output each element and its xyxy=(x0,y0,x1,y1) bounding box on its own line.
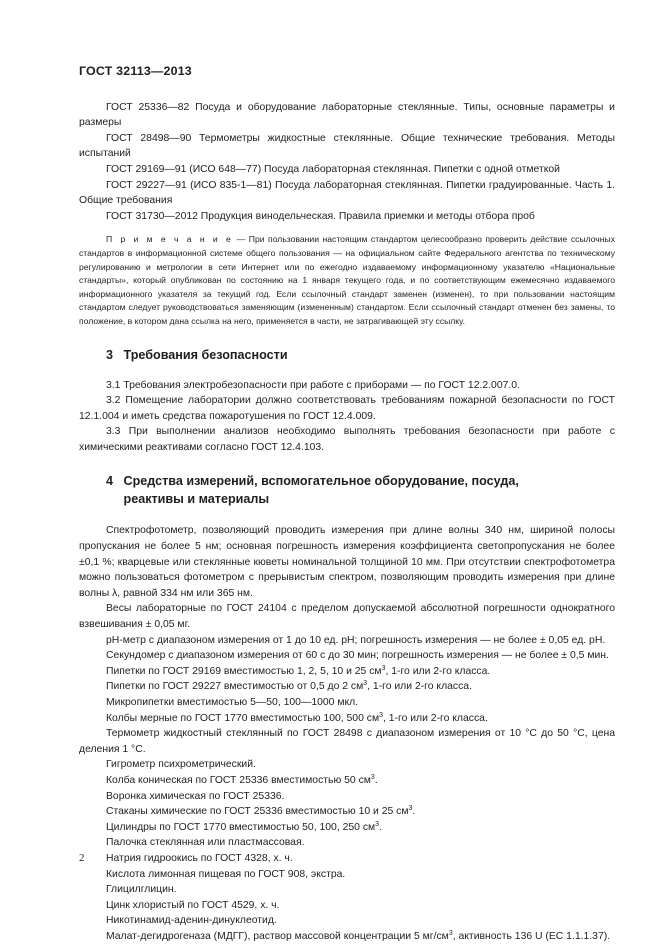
equipment-item: Пипетки по ГОСТ 29169 вместимостью 1, 2, 5, 10 и 25 $см^3$, 1-го или 2-го класса. xyxy=(106,664,491,677)
equipment-item: Цинк хлористый по ГОСТ 4529, х. ч. xyxy=(106,899,280,911)
equipment-item: Спектрофотометр, позволяющий проводить измерения при длине волны 340 нм, шириной полосы пропускания не более 5 нм; основная погрешность измерения коэффициента светопропускания не более ±0,1 %; кварцевые или стеклянные кюветы номинальной толщиной 10 мм. При отсутствии спектрофотометра можно пользоваться фотометром с прерывистым спектром, позволяющим проводить измерения при длине волны λ, равной 334 нм или 365 нм. xyxy=(79,525,615,599)
equipment-item: Термометр жидкостный стеклянный по ГОСТ 28498 с диапазоном измерения от 10 °С до 50 °С, цена деления 1 °С. xyxy=(79,728,615,755)
reference-item: ГОСТ 29169—91 (ИСО 648—77) Посуда лабораторная стеклянная. Пипетки с одной отметкой xyxy=(106,163,560,175)
reference-item: ГОСТ 29227—91 (ИСО 835-1—81) Посуда лабораторная стеклянная. Пипетки градуированные. Часть 1. Общие требования xyxy=(79,179,615,207)
references-note xyxy=(79,233,615,328)
normative-references xyxy=(79,100,615,225)
section-3-heading xyxy=(79,346,615,364)
section-title: Требования безопасности xyxy=(123,347,288,362)
equipment-item: рН-метр с диапазоном измерения от 1 до 10 ед. рН; погрешность измерения — не более ± 0,05 ед. рН. xyxy=(106,634,606,646)
page-number: 2 xyxy=(79,852,85,864)
equipment-item: Колба коническая по ГОСТ 25336 вместимостью 50 $см^3$. xyxy=(106,773,378,786)
equipment-item: Никотинамид-аденин-динуклеотид. xyxy=(106,915,277,927)
section-title: Средства измерений, вспомогательное оборудование, посуда, реактивы и материалы xyxy=(123,474,519,507)
equipment-item: Секундомер с диапазоном измерения от 60 с до 30 мин; погрешность измерения — не более ± 0,5 мин. xyxy=(106,650,609,662)
note-text: — При пользовании настоящим стандартом целесообразно проверить действие ссылочных стандартов в информационной системе общего пользования — на официальном сайте Федерального агентства по техническому регулированию и метрологии в сети Интернет или по ежегодно издаваемому информационному указателю «Национальные стандарты», который опубликован по состоянию на 1 января текущего года, и по соответствующим ежемесячно издаваемого информационного указателя за текущий год. Если ссылочный стандарт заменен (изменен), то при пользовании настоящим стандартом следует руководствоваться заменяющим (измененным) стандартом. Если ссылочный стандарт отменен без замены, то положение, в котором дана ссылка на него, применяется в части, не затрагивающей эту ссылку. xyxy=(79,234,616,326)
equipment-item: Натрия гидроокись по ГОСТ 4328, х. ч. xyxy=(106,852,293,864)
reference-item: ГОСТ 25336—82 Посуда и оборудование лабораторные стеклянные. Типы, основные параметры и размеры xyxy=(79,101,615,129)
reference-item: ГОСТ 28498—90 Термометры жидкостные стеклянные. Общие технические требования. Методы испытаний xyxy=(79,132,615,160)
equipment-item: Палочка стеклянная или пластмассовая. xyxy=(106,837,305,849)
section-4-heading xyxy=(79,472,615,508)
equipment-list xyxy=(79,523,615,944)
equipment-item: Воронка химическая по ГОСТ 25336. xyxy=(106,790,285,802)
equipment-item: Кислота лимонная пищевая по ГОСТ 908, экстра. xyxy=(106,868,346,880)
section-3-body xyxy=(79,378,615,456)
equipment-item: Микропипетки вместимостью 5—50, 100—1000 мкл. xyxy=(106,697,359,708)
section-paragraph: 3.3 При выполнении анализов необходимо выполнять требования безопасности при работе с химическими реактивами согласно ГОСТ 12.4.103. xyxy=(79,426,615,453)
reference-item: ГОСТ 31730—2012 Продукция винодельческая. Правила приемки и методы отбора проб xyxy=(106,210,535,222)
note-label: П р и м е ч а н и е xyxy=(106,234,234,245)
equipment-item: Малат-дегидрогеназа (МДГГ), раствор массовой концентрации 5 $мг/см^3$, активность 136 U (ЕС 1.1.1.37). xyxy=(106,929,611,942)
section-number: 3 xyxy=(106,347,114,362)
section-paragraph: 3.1 Требования электробезопасности при работе с приборами — по ГОСТ 12.2.007.0. xyxy=(106,379,520,391)
equipment-item: Глицилглицин. xyxy=(106,884,177,896)
equipment-item: Цилиндры по ГОСТ 1770 вместимостью 50, 100, 250 $см^3$. xyxy=(106,820,382,833)
document-code: ГОСТ 32113—2013 xyxy=(79,64,192,78)
section-paragraph: 3.2 Помещение лаборатории должно соответствовать требованиям пожарной безопасности по ГОСТ 12.1.004 и иметь средства пожаротушения по ГОСТ 12.4.009. xyxy=(79,395,615,422)
equipment-item: Пипетки по ГОСТ 29227 вместимостью от 0,5 до 2 $см^3$, 1-го или 2-го класса. xyxy=(106,680,472,693)
equipment-item: Весы лабораторные по ГОСТ 24104 с пределом допускаемой абсолютной погрешности однократного взвешивания ± 0,05 мг. xyxy=(79,603,615,631)
section-number: 4 xyxy=(106,474,114,489)
equipment-item: Колбы мерные по ГОСТ 1770 вместимостью 100, 500 $см^3$, 1-го или 2-го класса. xyxy=(106,711,488,724)
equipment-item: Стаканы химические по ГОСТ 25336 вместимостью 10 и 25 $см^3$. xyxy=(106,805,416,818)
equipment-item: Гигрометр психрометрический. xyxy=(106,759,256,771)
